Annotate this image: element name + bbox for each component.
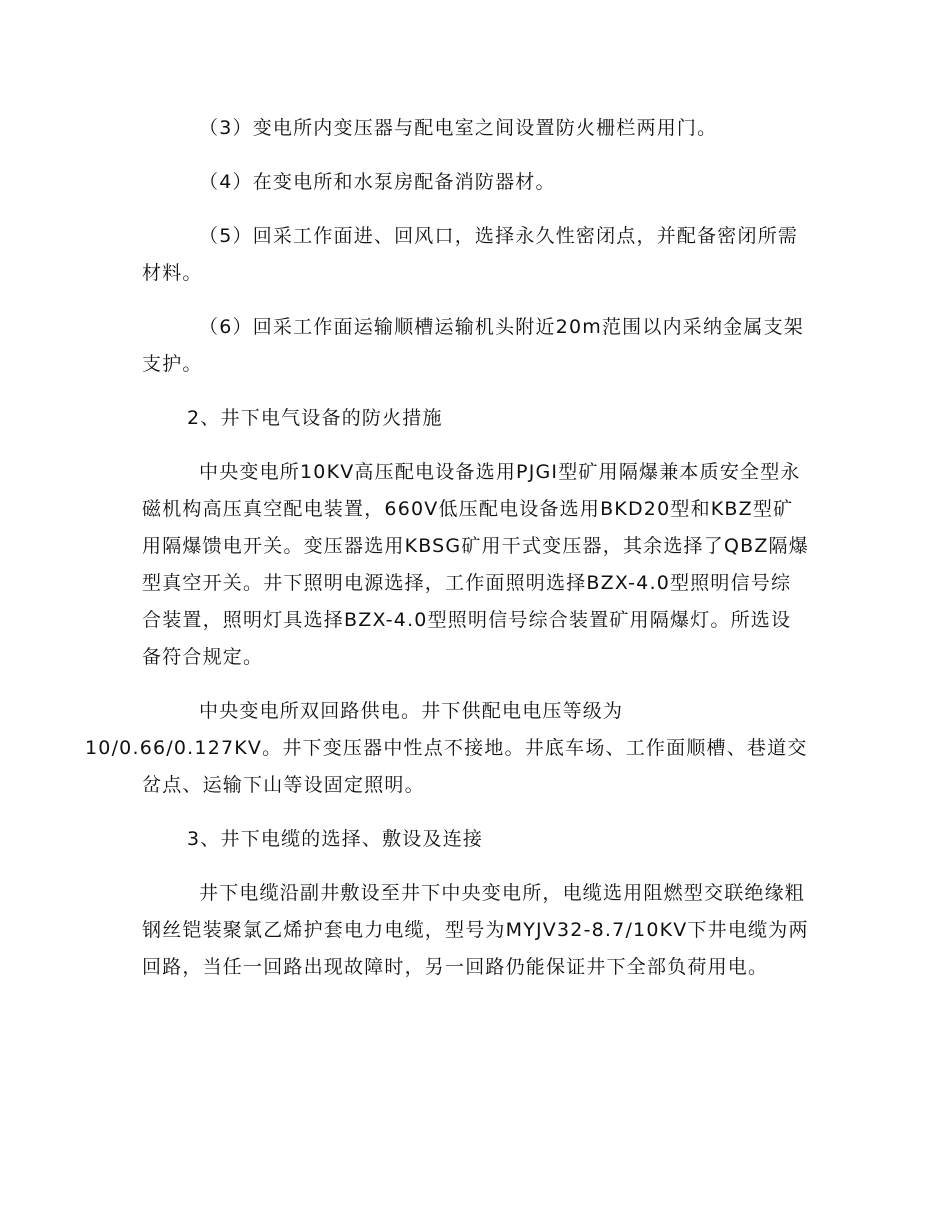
body-paragraph-cables: 井下电缆沿副井敷设至井下中央变电所，电缆选用阻燃型交联绝缘粗钢丝铠装聚氯乙烯护套电力电缆，型号为MYJV32-8.7/10KV下井电缆为两回路，当任一回路出现故障时，另一回路仍能保证井下全部负荷用电。: [142, 882, 809, 978]
list-item-4: （4）在变电所和水泵房配备消防器材。: [199, 171, 556, 193]
body-paragraph-power-supply: [85, 693, 810, 804]
power-supply-line-1: 中央变电所双回路供电。井下供配电电压等级为: [199, 700, 624, 722]
list-item-3: （3）变电所内变压器与配电室之间设置防火栅栏两用门。: [199, 117, 718, 139]
body-paragraph-equipment: 中央变电所10KV高压配电设备选用PJGI型矿用隔爆兼本质安全型永磁机构高压真空配电装置，660V低压配电设备选用BKD20型和KBZ型矿用隔爆馈电开关。变压器选用KBSG矿用干式变压器，其余选择了QBZ隔爆型真空开关。井下照明电源选择，工作面照明选择BZX-4.0型照明信号综合装置，照明灯具选择BZX-4.0型照明信号综合装置矿用隔爆灯。所选设备符合规定。: [142, 461, 809, 668]
list-item-5: （5）回采工作面进、回风口，选择永久性密闭点，并配备密闭所需材料。: [142, 225, 799, 284]
document-body: [85, 110, 810, 1003]
section-heading-2: 2、井下电气设备的防火措施: [187, 407, 443, 429]
list-item-6: （6）回采工作面运输顺槽运输机头附近20m范围以内采纳金属支架支护。: [142, 316, 804, 375]
power-supply-line-2: 10/0.66/0.127KV。井下变压器中性点不接地。井底车场、工作面顺槽、巷道交岔点、运输下山等设固定照明。: [85, 737, 808, 796]
section-heading-3: 3、井下电缆的选择、敷设及连接: [187, 828, 484, 850]
